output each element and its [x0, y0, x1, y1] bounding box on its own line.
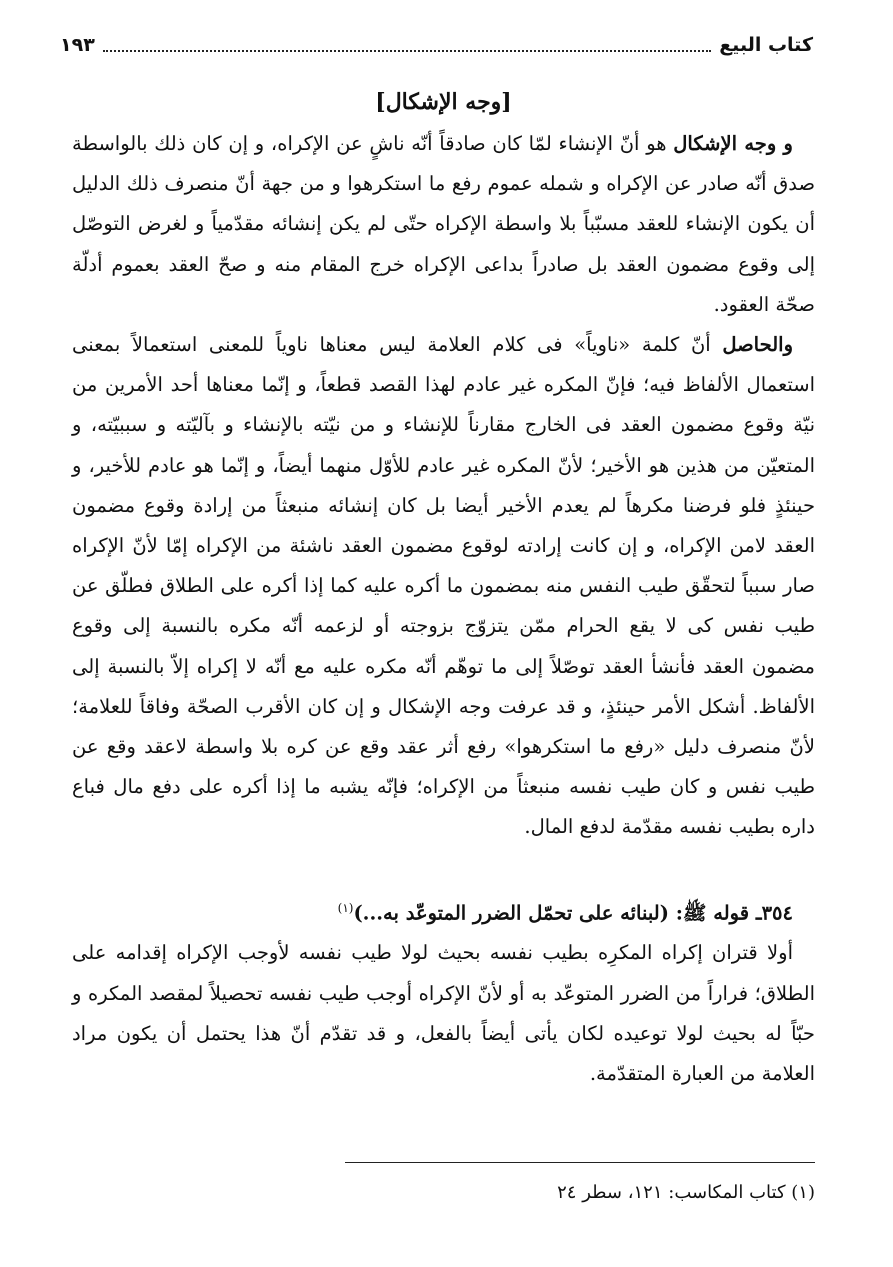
paragraph-2-text: أنّ كلمة «ناوياً» فى كلام العلامة ليس معناها ناوياً للمعنى استعمالاً بمعنى استعمال الألفاظ فيه؛ فإنّ المكره غير عادم لهذا القصد قطعاً، و إنّما معناها أحد الأمرين من نيّة وقوع مضمون العقد فى الخارج مقارناً للإنشاء و من نيّته بالإنشاء و بآليّته و سببيّته، و المتعيّن من هذين هو الأخير؛ لأنّ المكره غير عادم للأوّل منهما أيضاً، و إنّما هو عادم للأخير، و حينئذٍ فلو فرضنا مكرهاً لم يعدم الأخير أيضا بل كان إنشائه منبعثاً من إرادة وقوع مضمون العقد لامن الإكراه، و إن كانت إرادته لوقوع مضمون العقد ناشئة من الإكراه إمّا لأنّ الإكراه صار سبباً لتحقّق طيب النفس منه بمضمون ما أكره عليه كما إذا أكره على الطلاق فطلّق عن طيب نفس كى لا يقع الحرام ممّن يتزوّج بزوجته أو لزعمه أنّه مكره بالنسبة إلى وقوع مضمون العقد فأنشأ العقد توصّلاً إلى ما توهّم أنّه مكره عليه مع أنّه لا إكراه إلاّ بالنسبة إلى الألفاظ. أشكل الأمر حينئذٍ، و قد عرفت وجه الإشكال و إن كان الأقرب الصحّة وفاقاً للعلامة؛ لأنّ منصرف دليل «رفع ما استكرهوا» رفع أثر عقد وقع عن كره بلا واسطة لاعقد وقع عن طيب نفس و كان طيب نفسه منبعثاً من الإكراه؛ فإنّه يشبه ما إذا أكره على دفع مال فباع داره بطيب نفسه مقدّمة لدفع المال. — [72, 333, 815, 839]
main-text — [72, 82, 815, 1094]
commentary-heading-text: ٣٥٤ـ قوله ﷺ: (لبنائه على تحمّل الضرر المتوعّد به...) — [353, 901, 793, 925]
section-heading: [وجه الإشكال] — [375, 89, 512, 115]
book-title: كتاب البيع — [719, 34, 813, 56]
paragraph-4 — [72, 933, 815, 1094]
paragraph-2-lead: والحاصل — [722, 333, 793, 357]
commentary-heading — [72, 888, 815, 934]
footnote-separator — [345, 1162, 815, 1163]
paragraph-1 — [72, 124, 815, 325]
paragraph-4-text: أولا قتران إكراه المكرِه بطيب نفسه بحيث لولا طيب نفسه لأوجب الإكراه إقدامه على الطلاق؛ فراراً من الضرر المتوعّد به أو لأنّ الإكراه أوجب طيب نفسه تحصيلاً لمقصد المكره و حبّاً له بحيث لولا توعيده لكان يأتى أيضاً بالفعل، و قد تقدّم أنّ هذا يحتمل أن يكون مراد العلامة من العبارة المتقدّمة. — [72, 941, 815, 1085]
paragraph-2 — [72, 325, 815, 848]
paragraph-1-lead: و وجه الإشكال — [673, 132, 793, 155]
footnote-ref: (١) — [337, 900, 354, 915]
paragraph-gap — [72, 848, 815, 888]
paragraph-1-text: هو أنّ الإنشاء لمّا كان صادقاً أنّه ناشٍ عن الإكراه، و إن كان ذلك بالواسطة صدق أنّه صادر عن الإكراه و شمله عموم رفع ما استكرهوا و من جهة أنّ منصرف ذلك الدليل أن يكون الإنشاء للعقد مسبّباً بلا واسطة الإكراه حتّى لم يكن إنشائه مقدّمياً و لغرض التوصّل إلى وقوع مضمون العقد بل صادراً بداعى الإكراه خرج المقام منه و صحّ العقد بعموم أدلّة صحّة العقود. — [72, 132, 815, 316]
footnote: (١) كتاب المكاسب: ١٢١، سطر ٢٤ — [557, 1182, 815, 1203]
page-number: ١٩٣ — [60, 34, 95, 56]
running-header — [60, 30, 813, 60]
header-dotted-leader — [103, 50, 711, 52]
